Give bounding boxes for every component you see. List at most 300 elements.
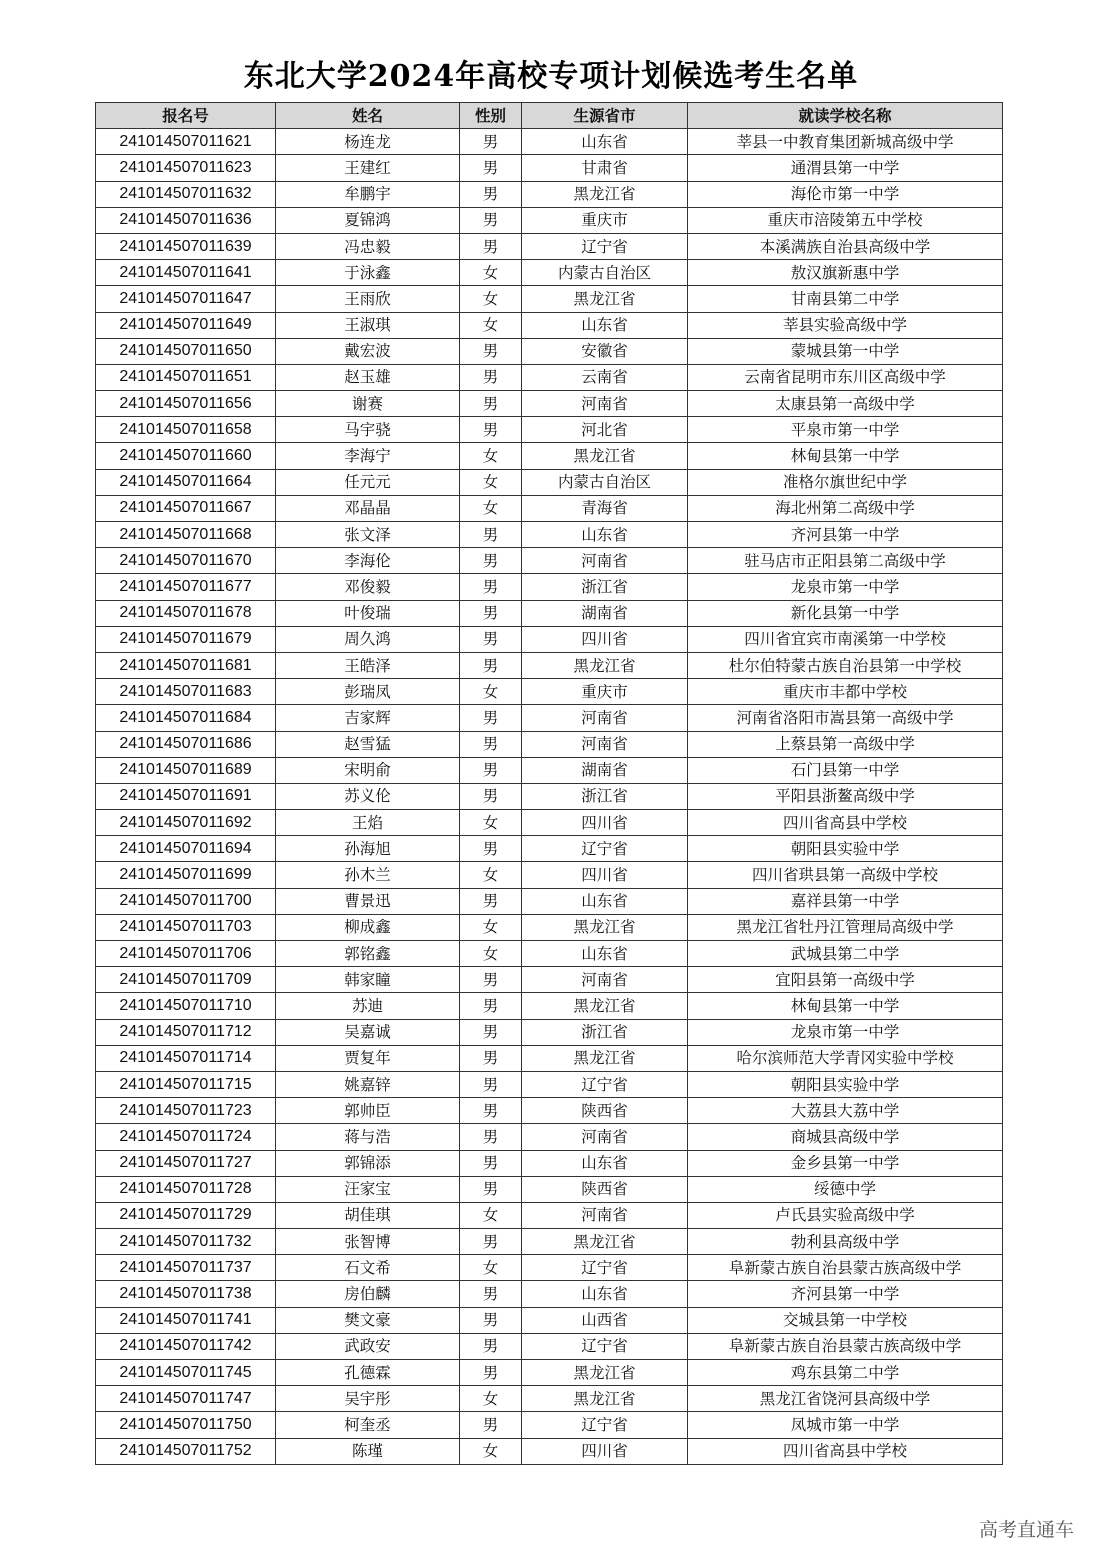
province-cell: 黑龙江省 — [522, 1360, 688, 1386]
registration-number-cell: 241014507011752 — [96, 1438, 276, 1464]
province-cell: 河南省 — [522, 1124, 688, 1150]
name-cell: 李海宁 — [276, 443, 460, 469]
table-row — [96, 679, 1003, 705]
name-cell: 郭帅臣 — [276, 1098, 460, 1124]
registration-number-cell: 241014507011714 — [96, 1045, 276, 1071]
gender-cell: 男 — [460, 574, 522, 600]
registration-number-cell: 241014507011668 — [96, 522, 276, 548]
school-cell: 河南省洛阳市嵩县第一高级中学 — [688, 705, 1003, 731]
school-cell: 朝阳县实验中学 — [688, 1071, 1003, 1097]
registration-number-cell: 241014507011747 — [96, 1386, 276, 1412]
name-cell: 蒋与浩 — [276, 1124, 460, 1150]
school-cell: 齐河县第一中学 — [688, 522, 1003, 548]
table-row — [96, 1360, 1003, 1386]
table-row — [96, 1124, 1003, 1150]
province-cell: 浙江省 — [522, 574, 688, 600]
province-cell: 四川省 — [522, 1438, 688, 1464]
registration-number-cell: 241014507011699 — [96, 862, 276, 888]
header-name: 姓名 — [276, 103, 460, 129]
table-row — [96, 810, 1003, 836]
registration-number-cell: 241014507011664 — [96, 469, 276, 495]
table-row — [96, 443, 1003, 469]
school-cell: 阜新蒙古族自治县蒙古族高级中学 — [688, 1333, 1003, 1359]
school-cell: 四川省高县中学校 — [688, 1438, 1003, 1464]
name-cell: 戴宏波 — [276, 338, 460, 364]
gender-cell: 男 — [460, 1045, 522, 1071]
school-cell: 卢氏县实验高级中学 — [688, 1202, 1003, 1228]
registration-number-cell: 241014507011742 — [96, 1333, 276, 1359]
name-cell: 陈瑾 — [276, 1438, 460, 1464]
table-row — [96, 967, 1003, 993]
registration-number-cell: 241014507011651 — [96, 364, 276, 390]
gender-cell: 男 — [460, 993, 522, 1019]
name-cell: 谢赛 — [276, 391, 460, 417]
province-cell: 黑龙江省 — [522, 1386, 688, 1412]
registration-number-cell: 241014507011683 — [96, 679, 276, 705]
table-row — [96, 1255, 1003, 1281]
gender-cell: 男 — [460, 1019, 522, 1045]
registration-number-cell: 241014507011724 — [96, 1124, 276, 1150]
table-row — [96, 417, 1003, 443]
province-cell: 山西省 — [522, 1307, 688, 1333]
gender-cell: 男 — [460, 522, 522, 548]
gender-cell: 男 — [460, 1124, 522, 1150]
gender-cell: 男 — [460, 417, 522, 443]
table-row — [96, 1386, 1003, 1412]
gender-cell: 男 — [460, 1150, 522, 1176]
registration-number-cell: 241014507011649 — [96, 312, 276, 338]
gender-cell: 男 — [460, 705, 522, 731]
registration-number-cell: 241014507011684 — [96, 705, 276, 731]
table-row — [96, 836, 1003, 862]
school-cell: 勃利县高级中学 — [688, 1229, 1003, 1255]
name-cell: 吴宇彤 — [276, 1386, 460, 1412]
province-cell: 浙江省 — [522, 1019, 688, 1045]
gender-cell: 男 — [460, 783, 522, 809]
province-cell: 河南省 — [522, 731, 688, 757]
province-cell: 河北省 — [522, 417, 688, 443]
table-row — [96, 783, 1003, 809]
school-cell: 海北州第二高级中学 — [688, 495, 1003, 521]
registration-number-cell: 241014507011692 — [96, 810, 276, 836]
school-cell: 林甸县第一中学 — [688, 993, 1003, 1019]
table-row — [96, 181, 1003, 207]
school-cell: 平阳县浙鳌高级中学 — [688, 783, 1003, 809]
gender-cell: 男 — [460, 364, 522, 390]
name-cell: 孙海旭 — [276, 836, 460, 862]
province-cell: 山东省 — [522, 129, 688, 155]
registration-number-cell: 241014507011709 — [96, 967, 276, 993]
province-cell: 黑龙江省 — [522, 1229, 688, 1255]
registration-number-cell: 241014507011689 — [96, 757, 276, 783]
name-cell: 赵玉雄 — [276, 364, 460, 390]
school-cell: 上蔡县第一高级中学 — [688, 731, 1003, 757]
table-row — [96, 993, 1003, 1019]
school-cell: 大荔县大荔中学 — [688, 1098, 1003, 1124]
school-cell: 太康县第一高级中学 — [688, 391, 1003, 417]
gender-cell: 女 — [460, 862, 522, 888]
province-cell: 内蒙古自治区 — [522, 469, 688, 495]
province-cell: 河南省 — [522, 548, 688, 574]
province-cell: 黑龙江省 — [522, 443, 688, 469]
gender-cell: 女 — [460, 1386, 522, 1412]
province-cell: 山东省 — [522, 1281, 688, 1307]
gender-cell: 女 — [460, 286, 522, 312]
table-row — [96, 1438, 1003, 1464]
registration-number-cell: 241014507011667 — [96, 495, 276, 521]
province-cell: 山东省 — [522, 888, 688, 914]
gender-cell: 女 — [460, 810, 522, 836]
province-cell: 浙江省 — [522, 783, 688, 809]
registration-number-cell: 241014507011710 — [96, 993, 276, 1019]
table-row — [96, 522, 1003, 548]
school-cell: 敖汉旗新惠中学 — [688, 260, 1003, 286]
province-cell: 黑龙江省 — [522, 286, 688, 312]
school-cell: 绥德中学 — [688, 1176, 1003, 1202]
province-cell: 辽宁省 — [522, 1255, 688, 1281]
table-row — [96, 338, 1003, 364]
gender-cell: 男 — [460, 1176, 522, 1202]
gender-cell: 男 — [460, 391, 522, 417]
registration-number-cell: 241014507011660 — [96, 443, 276, 469]
school-cell: 黑龙江省牡丹江管理局高级中学 — [688, 914, 1003, 940]
gender-cell: 男 — [460, 1098, 522, 1124]
name-cell: 柳成鑫 — [276, 914, 460, 940]
gender-cell: 男 — [460, 626, 522, 652]
school-cell: 杜尔伯特蒙古族自治县第一中学校 — [688, 652, 1003, 678]
province-cell: 辽宁省 — [522, 1333, 688, 1359]
gender-cell: 女 — [460, 1255, 522, 1281]
registration-number-cell: 241014507011647 — [96, 286, 276, 312]
registration-number-cell: 241014507011737 — [96, 1255, 276, 1281]
school-cell: 宜阳县第一高级中学 — [688, 967, 1003, 993]
name-cell: 宋明俞 — [276, 757, 460, 783]
school-cell: 莘县实验高级中学 — [688, 312, 1003, 338]
province-cell: 湖南省 — [522, 757, 688, 783]
table-row — [96, 652, 1003, 678]
candidate-table — [95, 102, 1003, 1465]
registration-number-cell: 241014507011728 — [96, 1176, 276, 1202]
gender-cell: 男 — [460, 338, 522, 364]
province-cell: 湖南省 — [522, 600, 688, 626]
school-cell: 商城县高级中学 — [688, 1124, 1003, 1150]
table-row — [96, 862, 1003, 888]
header-gender: 性别 — [460, 103, 522, 129]
gender-cell: 女 — [460, 312, 522, 338]
table-row — [96, 469, 1003, 495]
name-cell: 韩家瞳 — [276, 967, 460, 993]
watermark: 高考直通车 — [978, 1519, 1074, 1541]
gender-cell: 男 — [460, 731, 522, 757]
school-cell: 交城县第一中学校 — [688, 1307, 1003, 1333]
gender-cell: 女 — [460, 1202, 522, 1228]
school-cell: 齐河县第一中学 — [688, 1281, 1003, 1307]
registration-number-cell: 241014507011741 — [96, 1307, 276, 1333]
table-row — [96, 1150, 1003, 1176]
school-cell: 鸡东县第二中学 — [688, 1360, 1003, 1386]
registration-number-cell: 241014507011729 — [96, 1202, 276, 1228]
name-cell: 汪家宝 — [276, 1176, 460, 1202]
school-cell: 林甸县第一中学 — [688, 443, 1003, 469]
registration-number-cell: 241014507011712 — [96, 1019, 276, 1045]
registration-number-cell: 241014507011750 — [96, 1412, 276, 1438]
table-row — [96, 1281, 1003, 1307]
school-cell: 石门县第一中学 — [688, 757, 1003, 783]
table-row — [96, 1307, 1003, 1333]
school-cell: 四川省高县中学校 — [688, 810, 1003, 836]
name-cell: 郭铭鑫 — [276, 941, 460, 967]
school-cell: 黑龙江省饶河县高级中学 — [688, 1386, 1003, 1412]
province-cell: 青海省 — [522, 495, 688, 521]
name-cell: 石文希 — [276, 1255, 460, 1281]
table-row — [96, 574, 1003, 600]
table-row — [96, 1333, 1003, 1359]
header-province: 生源省市 — [522, 103, 688, 129]
name-cell: 郭锦添 — [276, 1150, 460, 1176]
gender-cell: 男 — [460, 1281, 522, 1307]
table-row — [96, 129, 1003, 155]
province-cell: 河南省 — [522, 391, 688, 417]
province-cell: 陕西省 — [522, 1098, 688, 1124]
registration-number-cell: 241014507011723 — [96, 1098, 276, 1124]
province-cell: 黑龙江省 — [522, 181, 688, 207]
name-cell: 邓晶晶 — [276, 495, 460, 521]
gender-cell: 女 — [460, 260, 522, 286]
name-cell: 冯忠毅 — [276, 233, 460, 259]
name-cell: 牟鹏宇 — [276, 181, 460, 207]
province-cell: 重庆市 — [522, 679, 688, 705]
table-row — [96, 260, 1003, 286]
province-cell: 四川省 — [522, 862, 688, 888]
name-cell: 王建红 — [276, 155, 460, 181]
name-cell: 周久鸿 — [276, 626, 460, 652]
province-cell: 辽宁省 — [522, 1071, 688, 1097]
gender-cell: 男 — [460, 652, 522, 678]
name-cell: 任元元 — [276, 469, 460, 495]
name-cell: 孔德霖 — [276, 1360, 460, 1386]
name-cell: 柯奎丞 — [276, 1412, 460, 1438]
gender-cell: 男 — [460, 1333, 522, 1359]
school-cell: 金乡县第一中学 — [688, 1150, 1003, 1176]
gender-cell: 男 — [460, 757, 522, 783]
school-cell: 准格尔旗世纪中学 — [688, 469, 1003, 495]
table-row — [96, 626, 1003, 652]
name-cell: 吴嘉诚 — [276, 1019, 460, 1045]
name-cell: 张文泽 — [276, 522, 460, 548]
name-cell: 邓俊毅 — [276, 574, 460, 600]
registration-number-cell: 241014507011650 — [96, 338, 276, 364]
registration-number-cell: 241014507011677 — [96, 574, 276, 600]
registration-number-cell: 241014507011641 — [96, 260, 276, 286]
province-cell: 内蒙古自治区 — [522, 260, 688, 286]
province-cell: 云南省 — [522, 364, 688, 390]
registration-number-cell: 241014507011621 — [96, 129, 276, 155]
school-cell: 海伦市第一中学 — [688, 181, 1003, 207]
gender-cell: 男 — [460, 233, 522, 259]
registration-number-cell: 241014507011636 — [96, 207, 276, 233]
province-cell: 山东省 — [522, 941, 688, 967]
name-cell: 张智博 — [276, 1229, 460, 1255]
registration-number-cell: 241014507011658 — [96, 417, 276, 443]
table-row — [96, 705, 1003, 731]
school-cell: 四川省宜宾市南溪第一中学校 — [688, 626, 1003, 652]
name-cell: 武政安 — [276, 1333, 460, 1359]
registration-number-cell: 241014507011715 — [96, 1071, 276, 1097]
school-cell: 哈尔滨师范大学青冈实验中学校 — [688, 1045, 1003, 1071]
table-row — [96, 495, 1003, 521]
province-cell: 黑龙江省 — [522, 993, 688, 1019]
school-cell: 蒙城县第一中学 — [688, 338, 1003, 364]
gender-cell: 女 — [460, 495, 522, 521]
province-cell: 辽宁省 — [522, 836, 688, 862]
province-cell: 重庆市 — [522, 207, 688, 233]
table-row — [96, 233, 1003, 259]
name-cell: 王皓泽 — [276, 652, 460, 678]
registration-number-cell: 241014507011727 — [96, 1150, 276, 1176]
province-cell: 黑龙江省 — [522, 652, 688, 678]
gender-cell: 女 — [460, 1438, 522, 1464]
table-row — [96, 941, 1003, 967]
school-cell: 武城县第二中学 — [688, 941, 1003, 967]
table-row — [96, 1176, 1003, 1202]
registration-number-cell: 241014507011639 — [96, 233, 276, 259]
school-cell: 龙泉市第一中学 — [688, 574, 1003, 600]
gender-cell: 男 — [460, 888, 522, 914]
table-row — [96, 1098, 1003, 1124]
gender-cell: 女 — [460, 679, 522, 705]
name-cell: 房伯麟 — [276, 1281, 460, 1307]
table-row — [96, 391, 1003, 417]
table-row — [96, 548, 1003, 574]
province-cell: 黑龙江省 — [522, 1045, 688, 1071]
school-cell: 朝阳县实验中学 — [688, 836, 1003, 862]
table-row — [96, 1412, 1003, 1438]
table-row — [96, 364, 1003, 390]
name-cell: 苏义伦 — [276, 783, 460, 809]
school-cell: 平泉市第一中学 — [688, 417, 1003, 443]
table-row — [96, 286, 1003, 312]
header-registration-number: 报名号 — [96, 103, 276, 129]
school-cell: 嘉祥县第一中学 — [688, 888, 1003, 914]
table-row — [96, 914, 1003, 940]
province-cell: 山东省 — [522, 1150, 688, 1176]
table-row — [96, 1229, 1003, 1255]
province-cell: 山东省 — [522, 522, 688, 548]
school-cell: 本溪满族自治县高级中学 — [688, 233, 1003, 259]
school-cell: 凤城市第一中学 — [688, 1412, 1003, 1438]
province-cell: 四川省 — [522, 810, 688, 836]
gender-cell: 男 — [460, 1360, 522, 1386]
name-cell: 杨连龙 — [276, 129, 460, 155]
province-cell: 河南省 — [522, 1202, 688, 1228]
gender-cell: 男 — [460, 548, 522, 574]
name-cell: 夏锦鸿 — [276, 207, 460, 233]
gender-cell: 男 — [460, 155, 522, 181]
table-row — [96, 1202, 1003, 1228]
province-cell: 河南省 — [522, 967, 688, 993]
table-row — [96, 1071, 1003, 1097]
gender-cell: 女 — [460, 941, 522, 967]
table-row — [96, 731, 1003, 757]
gender-cell: 女 — [460, 443, 522, 469]
name-cell: 贾复年 — [276, 1045, 460, 1071]
school-cell: 莘县一中教育集团新城高级中学 — [688, 129, 1003, 155]
gender-cell: 男 — [460, 129, 522, 155]
name-cell: 樊文豪 — [276, 1307, 460, 1333]
table-header-row — [96, 103, 1003, 129]
province-cell: 辽宁省 — [522, 1412, 688, 1438]
table-row — [96, 207, 1003, 233]
table-row — [96, 600, 1003, 626]
registration-number-cell: 241014507011706 — [96, 941, 276, 967]
table-row — [96, 312, 1003, 338]
name-cell: 赵雪猛 — [276, 731, 460, 757]
gender-cell: 女 — [460, 914, 522, 940]
school-cell: 龙泉市第一中学 — [688, 1019, 1003, 1045]
gender-cell: 女 — [460, 469, 522, 495]
gender-cell: 男 — [460, 1229, 522, 1255]
page-title: 东北大学2024年高校专项计划候选考生名单 — [243, 59, 859, 94]
gender-cell: 男 — [460, 207, 522, 233]
registration-number-cell: 241014507011745 — [96, 1360, 276, 1386]
school-cell: 新化县第一中学 — [688, 600, 1003, 626]
name-cell: 叶俊瑞 — [276, 600, 460, 626]
name-cell: 马宇骁 — [276, 417, 460, 443]
province-cell: 黑龙江省 — [522, 914, 688, 940]
province-cell: 辽宁省 — [522, 233, 688, 259]
gender-cell: 男 — [460, 1412, 522, 1438]
gender-cell: 男 — [460, 1071, 522, 1097]
school-cell: 重庆市涪陵第五中学校 — [688, 207, 1003, 233]
registration-number-cell: 241014507011679 — [96, 626, 276, 652]
registration-number-cell: 241014507011678 — [96, 600, 276, 626]
name-cell: 姚嘉锌 — [276, 1071, 460, 1097]
registration-number-cell: 241014507011700 — [96, 888, 276, 914]
school-cell: 重庆市丰都中学校 — [688, 679, 1003, 705]
gender-cell: 男 — [460, 1307, 522, 1333]
table-body — [96, 129, 1003, 1465]
registration-number-cell: 241014507011670 — [96, 548, 276, 574]
gender-cell: 男 — [460, 181, 522, 207]
name-cell: 李海伦 — [276, 548, 460, 574]
school-cell: 云南省昆明市东川区高级中学 — [688, 364, 1003, 390]
school-cell: 阜新蒙古族自治县蒙古族高级中学 — [688, 1255, 1003, 1281]
name-cell: 胡佳琪 — [276, 1202, 460, 1228]
registration-number-cell: 241014507011703 — [96, 914, 276, 940]
header-school: 就读学校名称 — [688, 103, 1003, 129]
province-cell: 甘肃省 — [522, 155, 688, 181]
gender-cell: 男 — [460, 836, 522, 862]
table-row — [96, 757, 1003, 783]
province-cell: 四川省 — [522, 626, 688, 652]
table-row — [96, 888, 1003, 914]
province-cell: 山东省 — [522, 312, 688, 338]
registration-number-cell: 241014507011623 — [96, 155, 276, 181]
name-cell: 王焰 — [276, 810, 460, 836]
province-cell: 河南省 — [522, 705, 688, 731]
name-cell: 于泳鑫 — [276, 260, 460, 286]
registration-number-cell: 241014507011691 — [96, 783, 276, 809]
school-cell: 驻马店市正阳县第二高级中学 — [688, 548, 1003, 574]
name-cell: 孙木兰 — [276, 862, 460, 888]
registration-number-cell: 241014507011738 — [96, 1281, 276, 1307]
registration-number-cell: 241014507011681 — [96, 652, 276, 678]
registration-number-cell: 241014507011694 — [96, 836, 276, 862]
registration-number-cell: 241014507011632 — [96, 181, 276, 207]
school-cell: 四川省珙县第一高级中学校 — [688, 862, 1003, 888]
name-cell: 苏迪 — [276, 993, 460, 1019]
name-cell: 曹景迅 — [276, 888, 460, 914]
